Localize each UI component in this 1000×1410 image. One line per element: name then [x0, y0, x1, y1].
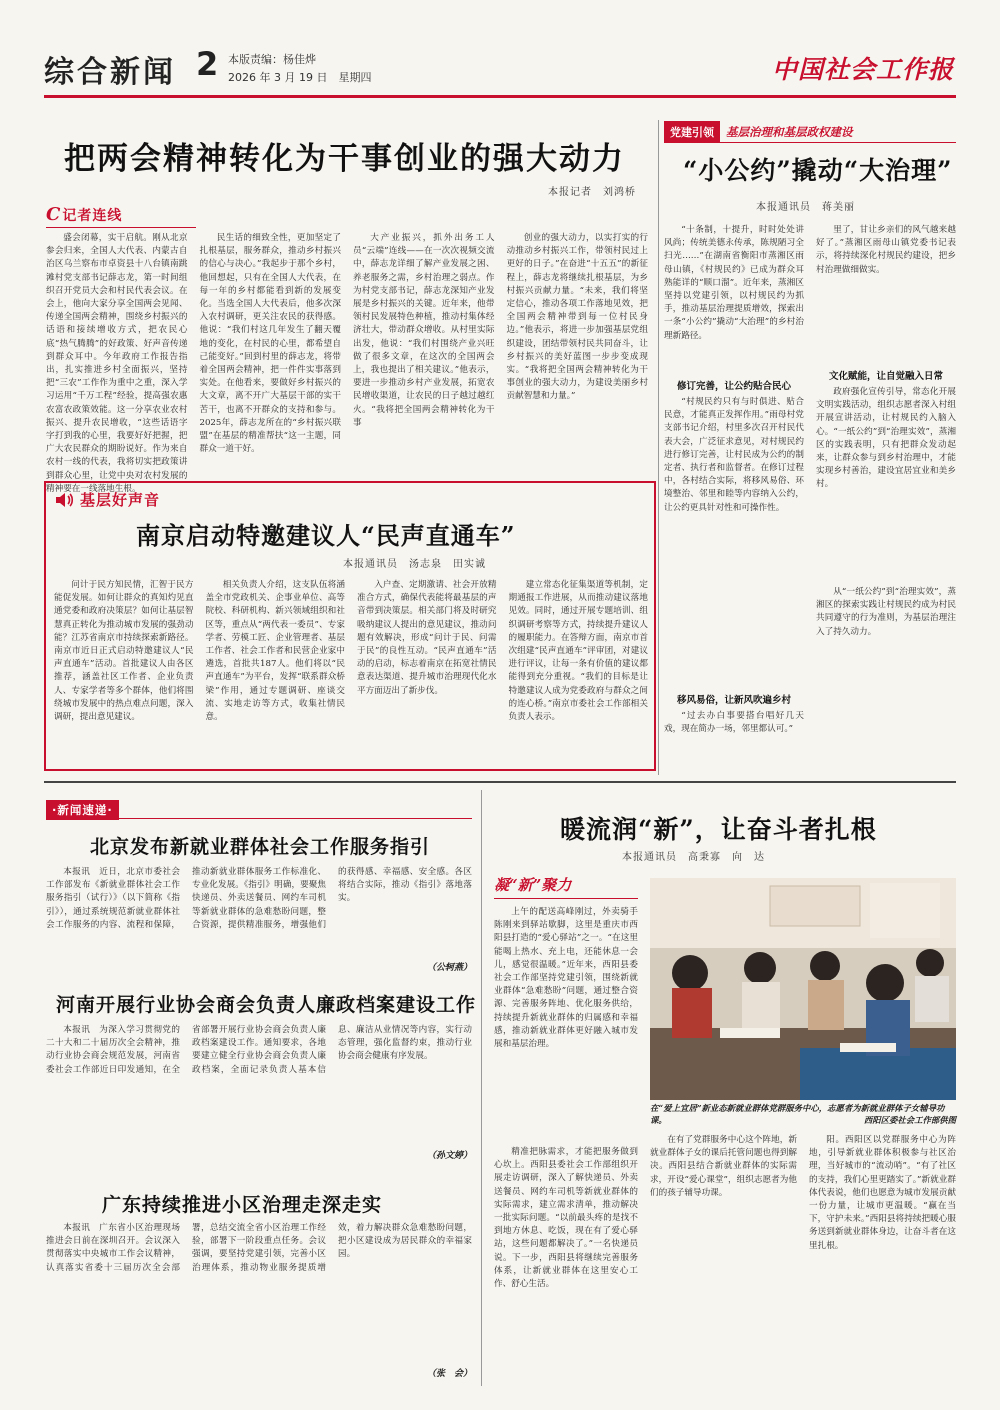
warm-tag: [494, 874, 638, 899]
convention-paragraph: “过去办白事要搭台唱好几天戏，现在简办一场，邻里都认可。”: [664, 711, 804, 735]
lead-column: [353, 232, 495, 472]
brief-headline: 河南开展行业协会商会负责人廉政档案建设工作: [56, 994, 477, 1016]
convention-headline: “小公约”撬动“大治理”: [683, 156, 953, 185]
convention-paragraph: 政府强化宣传引导，常态化开展文明实践活动，组织志愿者深入村组开展宣讲活动，让村规民约入脑入心。“一纸公约”到“治理实效”，蒸湘区的实践表明，只有把群众发动起来，让群众参与到乡村治理中，才能实现乡村善治，建设宜居宜业和美乡村。: [816, 387, 956, 490]
voice-paragraph: 问计于民方知民情，汇智于民方能促发展。如何让群众的真知灼见直通党委和政府决策层？如何让基层智慧真正转化为推动城市发展的强劲动能？江苏省南京市持续探索新路径。南京市近日正式启动特邀建议人“民声直通车”活动。首批建议人由各区推荐，涵盖社区工作者、企业负责人、专家学者等多个群体，他们将围绕城市发展中的热点难点问题，深入调研，提出意见建议。: [54, 580, 194, 723]
convention-column: [816, 224, 956, 764]
voice-column: [509, 579, 649, 765]
photo-credit: 西阳区委社会工作部供图: [863, 1115, 956, 1125]
news-photo: [650, 878, 956, 1100]
voice-column: [206, 579, 346, 765]
voice-paragraph: 建立常态化征集渠道等机制，定期通报工作进展，从而推动建议落地见效。同时，通过开展专题培训、组织调研考察等方式，持续提升建议人的履职能力。在答辩方面，南京市首次组建“民声直通车”评审团，对建议进行评议，让每一条有价值的建议都能得到充分重视。“我们的目标是让特邀建议人成为党委政府与群众之间的连心桥。”南京市委社会工作部相关负责人表示。: [508, 580, 648, 723]
convention-byline: 本报通讯员 蒋美丽: [756, 202, 855, 213]
lead-column: [507, 232, 649, 472]
party-building-tag-bar: [664, 121, 956, 143]
lead-byline: 本报记者 刘鸿桥: [548, 187, 636, 198]
photo-caption: [650, 1102, 956, 1132]
editor-line: 本版责编：杨佳烨: [228, 53, 316, 66]
brief-source: （公轲燕）: [426, 963, 472, 973]
lead-paragraph: 创业的强大动力，以实打实的行动推动乡村振兴工作，带领村民过上更好的日子。”在奋进“十五五”的新征程上，薛志龙将继续扎根基层，为乡村振兴贡献力量。“未来，我们将坚定信心，推动各项工作落地见效，把全国两会精神带到每一位村民身边。”他表示，将进一步加强基层党组织建设，团结带领村民共同奋斗，让乡村振兴的美好蓝图一步步变成现实。“我将把全国两会精神转化为干事创业的强大动力，为建设美丽乡村贡献智慧和力量。”: [506, 233, 648, 402]
convention-body: [664, 224, 956, 764]
lead-headline: 把两会精神转化为干事创业的强大动力: [64, 141, 625, 177]
column-tag-mark: C: [46, 204, 61, 225]
voice-tag-text: 基层好声音: [80, 491, 161, 509]
brief-text: 本报讯 广东省小区治理现场推进会日前在深圳召开。会议深入贯彻落实中央城市工作会议精神，认真落实省委十三届历次全会部署，总结交流全省小区治理工作经验，部署下一阶段重点任务。会议强调，要坚持党建引领，完善小区治理体系，推动物业服务提质增效，着力解决群众急难愁盼问题，把小区建设成为居民群众的幸福家园。: [46, 1223, 472, 1273]
warm-paragraph: 在有了党群服务中心这个阵地，新就业群体子女的课后托管问题也得到解决。西阳县结合新就业群体的实际需求，开设“爱心课堂”，组织志愿者为他们的孩子辅导功课。: [650, 1135, 797, 1198]
voice-paragraph: 入户查、定期激请、社会开放精准合方式，确保代表能将最基层的声音带到决策层。相关部门将及时研究吸纳建议人提出的意见建议，推动问题有效解决，形成“问计于民、问需于民”的良性互动。“民声直通车”活动的启动，标志着南京在拓宽社情民意表达渠道、提升城市治理现代化水平方面迈出了新步伐。: [357, 580, 497, 696]
convention-paragraph: 里了，甘让乡亲们的风气越来越好了。”蒸湘区雨母山镇党委书记表示，将持续深化村规民约建设，把乡村治理做细做实。: [816, 225, 956, 275]
section-divider: [44, 781, 956, 783]
grassroots-voice-box: [44, 481, 656, 771]
lead-body: [46, 232, 648, 494]
lead-column: [200, 232, 342, 472]
brief-body: [46, 1222, 472, 1380]
brief-body: [46, 866, 472, 974]
warm-column: [650, 1134, 797, 1382]
convention-paragraph: 从“一纸公约”到“治理实效”，蒸湘区的探索实践让村规民约成为村民共同遵守的行为准则，为基层治理注入了持久动力。: [816, 587, 956, 637]
voice-tag: [54, 489, 160, 510]
convention-subhead: 修订完善，让公约贴合民心: [676, 381, 791, 392]
warm-paragraph: 阳。西阳区以党群服务中心为阵地，引导新就业群体积极参与社区治理，当好城市的“流动哨”。“有了社区的支持，我们心里更踏实了。”新就业群体代表说，他们也愿意为城市发展贡献一份力量，让城市更温暖。“赢在当下，守护未来。”西阳县将持续把暖心服务送到新就业群体身边，让奋斗者在这里扎根。: [809, 1135, 956, 1251]
convention-paragraph: “十条制，十提升，时时处处讲风尚；传统美德永传承，陈规陋习全扫光……”在湖南省衡阳市蒸湘区雨母山镇，《村规民约》已成为群众耳熟能详的“顺口溜”。近年来，蒸湘区坚持以党建引领，以村规民约为抓手，推动基层治理提质增效，探索出一条“小公约”撬动“大治理”的乡村治理新路径。: [664, 225, 804, 341]
news-brief-label: ·新闻速递·: [46, 800, 119, 820]
lead-paragraph: 民生话的细致全性，更加坚定了扎根基层，服务群众，推动乡村振兴的信心与决心。”我起步于那个乡村，他回想起，只有在全国人大代表，在每一年的乡村都能看到新的发展变化。当选全国人大代表后，他多次深入农村调研，更关注农民的获得感。他说：“我们村这几年发生了翻天覆地的变化，在村民的心里，都希望自己能变好。”回到村里的薛志龙，将带着全国两会精神，把一件件实事落到实处。在他看来，要做好乡村振兴的大文章，离不开广大基层干部的实干苦干，也离不开群众的支持和参与。2025年，薛志龙所在的“乡村振兴联盟”在基层的精准帮扶“这一主题，同群众一道干好。: [199, 233, 341, 455]
warm-column: [494, 906, 638, 1382]
lead-paragraph: 盛会闭幕，实干启航。刚从北京参会归来，全国人大代表、内蒙古自治区乌兰察布市卓资县十八台镇南跳滩村党支部书记薛志龙，第一时间组织召开党员大会和村民代表会议。在会上，他向大家分享全国两会见闻、传递全国两会精神，围绕乡村振兴的话语和接续增收方式，把农民心底“热气腾腾”的好政策、好声音传递到群众耳中。今年政府工作报告指出，扎实推进乡村全面振兴，坚持把“三农”工作作为重中之重，深入学习运用“千万工程”经验，提高强农惠农富农政策效能。这一分享农业农村振兴、提升农民增收，“这些话语字字打到我的心里，我要好好把握，把广大农民群众的期盼说好。作为来自农村一线的代表，我将切实把政策讲到群众心里，让党中央对农村发展的精神要在一线落地生根。: [46, 233, 188, 494]
brief-source: （张 会）: [426, 1369, 472, 1379]
convention-subhead: 移风易俗，让新风吹遍乡村: [676, 695, 791, 706]
bottom-column-divider: [481, 790, 482, 1386]
warm-paragraph: 精准把脉需求，才能把服务做到心坎上。西阳县委社会工作部组织开展走访调研，深入了解快递员、外卖送餐员、网约车司机等新就业群体的实际需求，建立需求清单，推动解决一批实际问题。“以前最头疼的是找不到地方休息、吃饭，现在有了爱心驿站，这些问题都解决了。”一名快递员说。下一步，西阳县将继续完善服务体系，让新就业群体在这里安心工作、舒心生活。: [494, 1147, 638, 1290]
newspaper-logo: 中国社会工作报: [772, 55, 955, 84]
section-title: 综合新闻: [44, 55, 176, 90]
voice-paragraph: 相关负责人介绍，这支队伍将涵盖全市党政机关、企事业单位、高等院校、科研机构、新兴领域组织和社区等，重点从“两代表一委员”、专家学者、劳模工匠、企业管理者、基层工作者、社会工作者和民营企业家中遴选，首批共187人。他们将以“民声直通车”为平台，发挥“联系群众桥梁”作用，通过专题调研、座谈交流、实地走访等方式，收集社情民意。: [205, 580, 345, 723]
reporter-column-tag: [46, 204, 122, 225]
party-building-tag: 党建引领: [664, 121, 720, 143]
column-tag-text: 记者连线: [62, 207, 123, 224]
voice-byline: 本报通讯员 汤志泉 田实诚: [343, 559, 486, 570]
warm-column: [809, 1134, 956, 1382]
voice-headline: 南京启动特邀建议人“民声直通车”: [136, 521, 516, 550]
brief-body: [46, 1024, 472, 1162]
masthead: [0, 0, 1000, 108]
news-brief-tag: [46, 799, 472, 819]
voice-column: [54, 579, 194, 765]
brief-headline: 北京发布新就业群体社会工作服务指引: [90, 836, 431, 858]
masthead-rule: [44, 95, 956, 98]
lead-tag-underline: [46, 227, 196, 228]
lead-column: [46, 232, 188, 494]
warm-byline: 本报通讯员 高秉寡 向 达: [622, 852, 765, 863]
photo-caption-text: 在“爱上宜居”新业态新就业群体党群服务中心，志愿者为新就业群体子女辅导功课。: [650, 1103, 945, 1125]
warm-paragraph: 上午的配送高峰刚过，外卖骑手陈刚来到驿站歇脚，这里是重庆市西阳县打造的“爱心驿站”之一。“在这里能喝上热水、充上电，还能休息一会儿，感觉很温暖。”近年来，西阳县委社会工作部坚持党建引领，围绕新就业群体“急难愁盼”问题，通过整合资源、完善服务阵地、优化服务供给，持续提升新就业群体的归属感和幸福感，推动新就业群体更好融入城市发展和基层治理。: [494, 907, 638, 1050]
party-building-subtag: 基层治理和基层政权建设: [726, 124, 853, 139]
convention-column: [664, 224, 804, 764]
warm-headline: 暖流润“新”，让奋斗者扎根: [560, 815, 877, 844]
page-number: 2: [196, 45, 219, 83]
convention-subhead: 文化赋能，让自觉融入日常: [828, 371, 943, 382]
voice-column: [357, 579, 497, 765]
speaker-icon: [54, 492, 74, 508]
brief-text: 本报讯 近日，北京市委社会工作部发布《新就业群体社会工作服务指引（试行）》（以下简称《指引》），通过系统规范新就业群体社会工作服务的内容、流程和保障，推动新就业群体服务工作标准化、专业化发展。《指引》明确，要聚焦快递员、外卖送餐员、网约车司机等新就业群体的急难愁盼问题，整合资源，提供精准服务，增强他们的获得感、幸福感、安全感。各区将结合实际，推动《指引》落地落实。: [46, 867, 472, 930]
brief-headline: 广东持续推进小区治理走深走实: [102, 1194, 383, 1216]
brief-text: 本报讯 为深入学习贯彻党的二十大和二十届历次全会精神，推动行业协会商会规范发展，河南省委社会工作部近日印发通知，在全省部署开展行业协会商会负责人廉政档案建设工作。通知要求，各地要建立健全行业协会商会负责人廉政档案，全面记录负责人基本信息、廉洁从业情况等内容，实行动态管理，强化监督约束，推动行业协会商会健康有序发展。: [46, 1025, 472, 1075]
convention-paragraph: “村规民约只有与时俱进、贴合民意，才能真正发挥作用。”雨母村党支部书记介绍，村里多次召开村民代表大会，广泛征求意见，对村规民约进行修订完善，让村民成为公约的制定者、执行者和监督者。在修订过程中，各村结合实际，将移风易俗、环境整治、邻里和睦等内容纳入公约，让公约更具针对性和可操作性。: [664, 397, 804, 513]
voice-body: [54, 579, 648, 765]
lead-paragraph: 大产业振兴，抓外出务工人员“云端”连线——在一次次视频交流中，薛志龙详细了解产业发展之困、养老服务之需，乡村治理之弱点。作为村党支部书记，薛志龙深知产业发展是乡村振兴的关键。近年来，他带领村民发展特色种植，推动村集体经济壮大，带动群众增收。从村里实际出发，他说：“我们村围绕产业兴旺做了很多文章，在这次的全国两会上，我也提出了相关建议。”他表示，要进一步推动乡村产业发展，拓宽农民增收渠道，让农民的日子越过越红火。“我将把全国两会精神转化为干事: [353, 233, 495, 428]
date-line: 2026 年 3 月 19 日 星期四: [228, 71, 372, 84]
right-column-divider: [658, 120, 659, 775]
warm-tag-text: 凝“新”聚力: [494, 876, 572, 894]
brief-source: （孙文婷）: [426, 1151, 472, 1161]
